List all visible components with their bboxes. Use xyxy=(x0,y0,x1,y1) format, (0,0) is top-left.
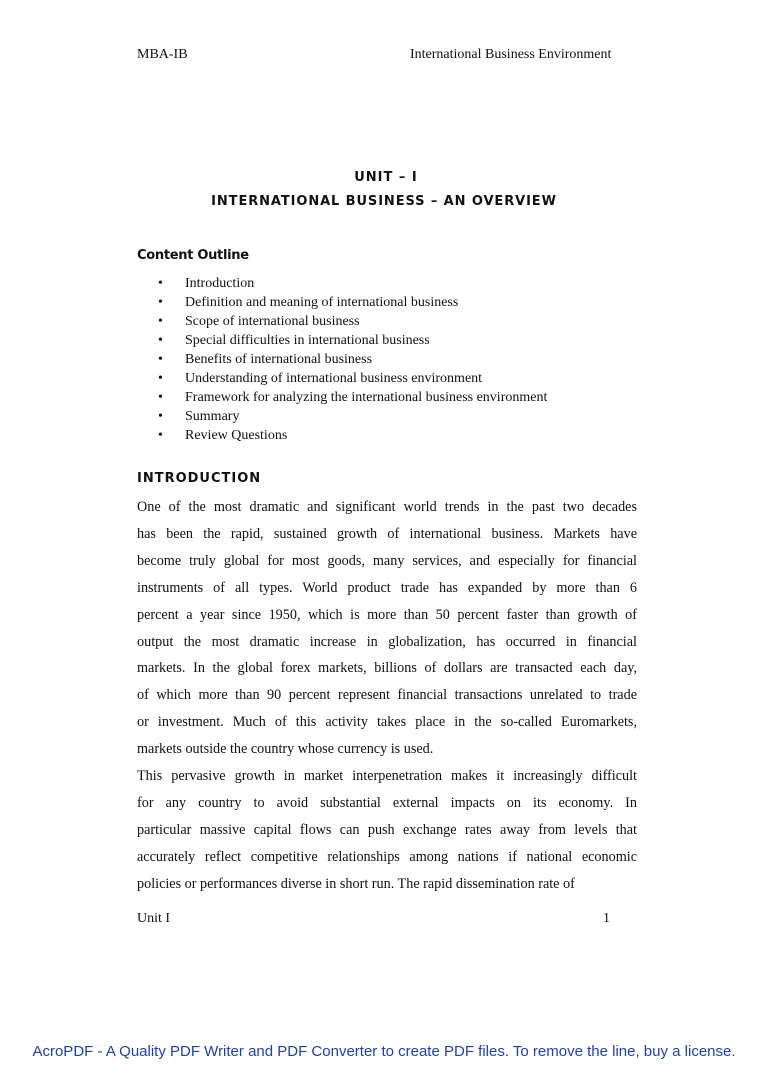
outline-item-text: Definition and meaning of international business xyxy=(185,295,459,310)
outline-item xyxy=(155,274,547,293)
outline-item xyxy=(155,369,547,388)
outline-item-text: Review Questions xyxy=(185,428,288,443)
body-text-line: accurately reflect competitive relationships among nations if national economic xyxy=(137,848,637,865)
body-text-line: instruments of all types. World product trade has expanded by more than 6 xyxy=(137,579,637,596)
outline-item-text: Framework for analyzing the international business environment xyxy=(185,390,548,405)
outline-item xyxy=(155,426,547,445)
bullet-icon: • xyxy=(158,276,163,291)
outline-item xyxy=(155,331,547,350)
outline-item-text: Understanding of international business environment xyxy=(185,371,483,386)
chapter-title: INTERNATIONAL BUSINESS – AN OVERVIEW xyxy=(211,194,557,209)
bullet-icon: • xyxy=(158,371,163,386)
outline-item xyxy=(155,350,547,369)
body-text-line: markets. In the global forex markets, billions of dollars are transacted each day, xyxy=(137,660,637,677)
page-number: 1 xyxy=(603,911,610,926)
running-header-right: International Business Environment xyxy=(410,47,612,62)
body-text-line: for any country to avoid substantial external impacts on its economy. In xyxy=(137,794,637,811)
bullet-icon: • xyxy=(158,352,163,367)
introduction-heading: INTRODUCTION xyxy=(137,471,262,486)
acropdf-watermark: AcroPDF - A Quality PDF Writer and PDF Converter to create PDF files. To remove the line, buy a license. xyxy=(32,1043,736,1060)
body-text-line: This pervasive growth in market interpenetration makes it increasingly difficult xyxy=(137,768,637,784)
body-text-line: One of the most dramatic and significant world trends in the past two decades xyxy=(137,499,637,515)
body-text-line: output the most dramatic increase in globalization, has occurred in financial xyxy=(137,633,637,650)
bullet-icon: • xyxy=(158,409,163,424)
body-text-line: become truly global for most goods, many services, and especially for financial xyxy=(137,552,637,569)
outline-item xyxy=(155,407,547,426)
bullet-icon: • xyxy=(158,428,163,443)
outline-item xyxy=(155,293,547,312)
body-text-line: or investment. Much of this activity takes place in the so-called Euromarkets, xyxy=(137,714,637,731)
body-text-line: has been the rapid, sustained growth of international business. Markets have xyxy=(137,525,637,542)
bullet-icon: • xyxy=(158,390,163,405)
bullet-icon: • xyxy=(158,295,163,310)
body-text-line: of which more than 90 percent represent financial transactions unrelated to trade xyxy=(137,687,637,704)
unit-title: UNIT – I xyxy=(354,170,418,185)
body-text-line: policies or performances diverse in short run. The rapid dissemination rate of xyxy=(137,875,575,892)
content-outline-list xyxy=(155,274,547,445)
body-text-line: markets outside the country whose currency is used. xyxy=(137,741,434,758)
footer-unit-label: Unit I xyxy=(137,911,171,926)
outline-item-text: Benefits of international business xyxy=(185,352,373,367)
body-text-line: percent a year since 1950, which is more than 50 percent faster than growth of xyxy=(137,606,637,623)
bullet-icon: • xyxy=(158,333,163,348)
bullet-icon: • xyxy=(158,314,163,329)
outline-item-text: Special difficulties in international business xyxy=(185,333,430,348)
outline-item xyxy=(155,388,547,407)
content-outline-heading: Content Outline xyxy=(137,248,249,263)
outline-item xyxy=(155,312,547,331)
outline-item-text: Scope of international business xyxy=(185,314,360,329)
running-header-left: MBA-IB xyxy=(137,47,188,62)
body-text-line: particular massive capital flows can push exchange rates away from levels that xyxy=(137,821,637,838)
outline-item-text: Summary xyxy=(185,409,240,424)
outline-item-text: Introduction xyxy=(185,276,255,291)
